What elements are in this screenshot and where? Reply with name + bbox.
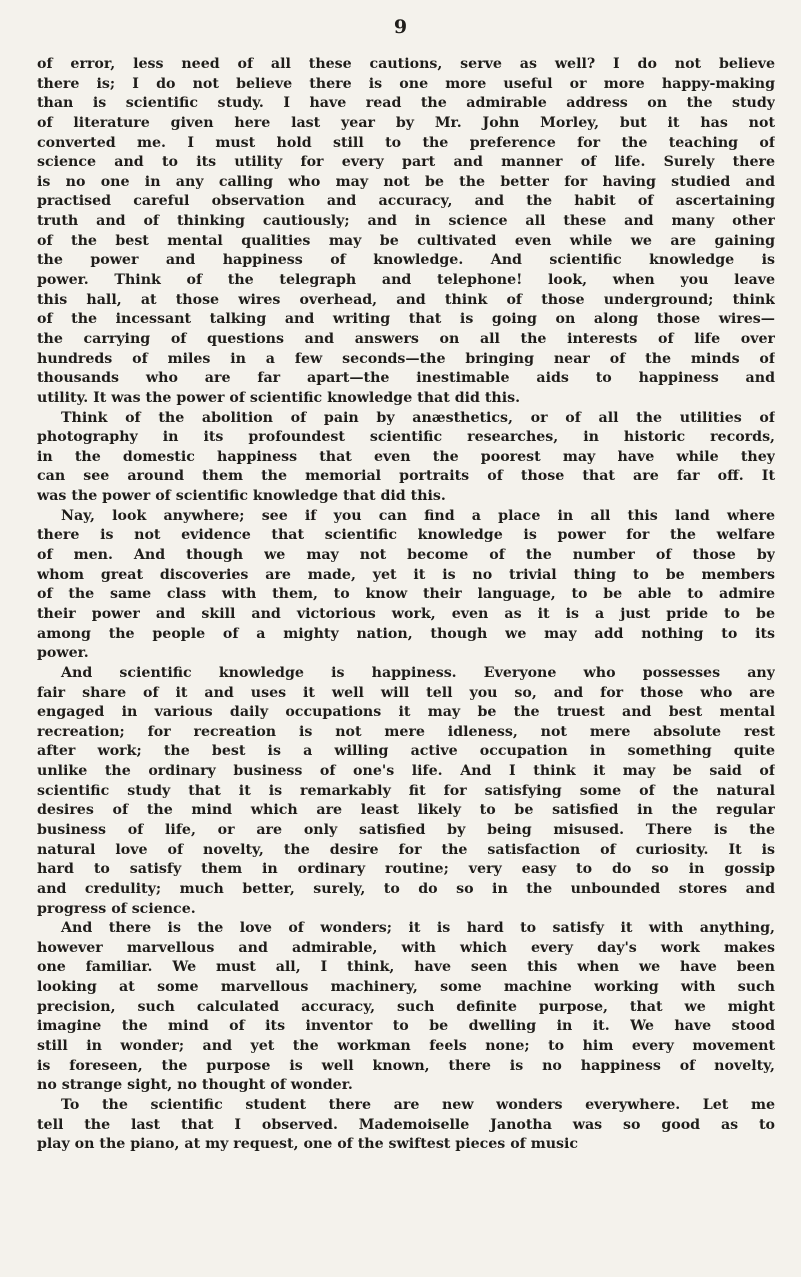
text-line: after work; the best is a willing active occupation in something quite [37, 743, 775, 760]
text-line: whom great discoveries are made, yet it is no trivial thing to be members [37, 566, 775, 583]
text-line: desires of the mind which are least likely to be satisfied in the regular [37, 802, 775, 819]
text-line: natural love of novelty, the desire for the satisfaction of curiosity. It is [37, 841, 775, 858]
text-line: is no one in any calling who may not be the better for having studied and [37, 173, 775, 190]
text-line: of the best mental qualities may be cultivated even while we are gaining [37, 232, 775, 249]
text-line: thousands who are far apart—the inestimable aids to happiness and [37, 370, 775, 387]
text-line: practised careful observation and accuracy, and the habit of ascertaining [37, 193, 775, 210]
text-line: their power and skill and victorious work, even as it is a just pride to be [37, 605, 775, 622]
text-line: hundreds of miles in a few seconds—the bringing near of the minds of [37, 350, 775, 367]
text-line: than is scientific study. I have read the admirable address on the study [37, 95, 775, 112]
body-text [37, 55, 775, 1155]
text-line: one familiar. We must all, I think, have seen this when we have been [37, 959, 775, 976]
text-line: tell the last that I observed. Mademoiselle Janotha was so good as to [37, 1116, 775, 1133]
text-line: precision, such calculated accuracy, such definite purpose, that we might [37, 998, 775, 1015]
text-line: fair share of it and uses it well will tell you so, and for those who are [37, 684, 775, 701]
text-line: no strange sight, no thought of wonder. [37, 1077, 353, 1094]
text-line: the carrying of questions and answers on all the interests of life over [37, 330, 775, 347]
text-line: looking at some marvellous machinery, some machine working with such [37, 979, 775, 996]
text-line: recreation; for recreation is not mere idleness, not mere absolute rest [37, 723, 775, 740]
text-line: engaged in various daily occupations it may be the truest and best mental [37, 704, 775, 721]
text-line: hard to satisfy them in ordinary routine; very easy to do so in gossip [37, 861, 775, 878]
text-line: and credulity; much better, surely, to do so in the unbounded stores and [37, 880, 775, 897]
text-line: of the incessant talking and writing that is going on along those wires— [37, 311, 775, 328]
text-line: converted me. I must hold still to the preference for the teaching of [37, 134, 775, 151]
text-line: utility. It was the power of scientific knowledge that did this. [37, 389, 521, 406]
text-line: of literature given here last year by Mr. John Morley, but it has not [37, 114, 775, 131]
text-line: of the same class with them, to know their language, to be able to admire [37, 586, 775, 603]
text-line: Nay, look anywhere; see if you can find a place in all this land where [61, 507, 775, 524]
text-line: power. [37, 645, 89, 662]
text-line: play on the piano, at my request, one of the swiftest pieces of music [37, 1136, 579, 1153]
text-line: the power and happiness of knowledge. And scientific knowledge is [37, 252, 775, 269]
text-line: there is; I do not believe there is one more useful or more happy-making [37, 75, 775, 92]
text-line: among the people of a mighty nation, though we may add nothing to its [37, 625, 775, 642]
text-line: imagine the mind of its inventor to be dwelling in it. We have stood [37, 1018, 775, 1035]
text-line: science and to its utility for every part and manner of life. Surely there [37, 154, 775, 171]
text-line: in the domestic happiness that even the poorest may have while they [37, 448, 775, 465]
text-line: there is not evidence that scientific knowledge is power for the welfare [37, 527, 775, 544]
text-line: photography in its profoundest scientific researches, in historic records, [37, 429, 775, 446]
text-line: this hall, at those wires overhead, and think of those underground; think [37, 291, 775, 308]
text-line: still in wonder; and yet the workman feels none; to him every movement [37, 1038, 775, 1055]
text-line: of men. And though we may not become of the number of those by [37, 547, 775, 564]
text-line: To the scientific student there are new wonders everywhere. Let me [61, 1096, 775, 1113]
text-line: of error, less need of all these cautions, serve as well? I do not believe [37, 56, 775, 72]
text-line: power. Think of the telegraph and telephone! look, when you leave [37, 272, 775, 289]
text-line: progress of science. [37, 900, 196, 917]
text-line: And there is the love of wonders; it is hard to satisfy it with anything, [61, 920, 775, 937]
text-line: And scientific knowledge is happiness. Everyone who possesses any [61, 664, 775, 681]
page-number: 9 [393, 16, 408, 38]
text-line: is foreseen, the purpose is well known, there is no happiness of novelty, [37, 1057, 775, 1074]
text-line: can see around them the memorial portraits of those that are far off. It [37, 468, 775, 485]
text-line: was the power of scientific knowledge that did this. [37, 488, 446, 505]
text-line: scientific study that it is remarkably fit for satisfying some of the natural [37, 782, 775, 799]
text-line: Think of the abolition of pain by anæsthetics, or of all the utilities of [61, 409, 775, 426]
text-line: business of life, or are only satisfied by being misused. There is the [37, 821, 775, 838]
text-line: however marvellous and admirable, with which every day's work makes [37, 939, 775, 956]
text-line: truth and of thinking cautiously; and in science all these and many other [37, 213, 775, 230]
text-line: unlike the ordinary business of one's life. And I think it may be said of [37, 763, 775, 780]
